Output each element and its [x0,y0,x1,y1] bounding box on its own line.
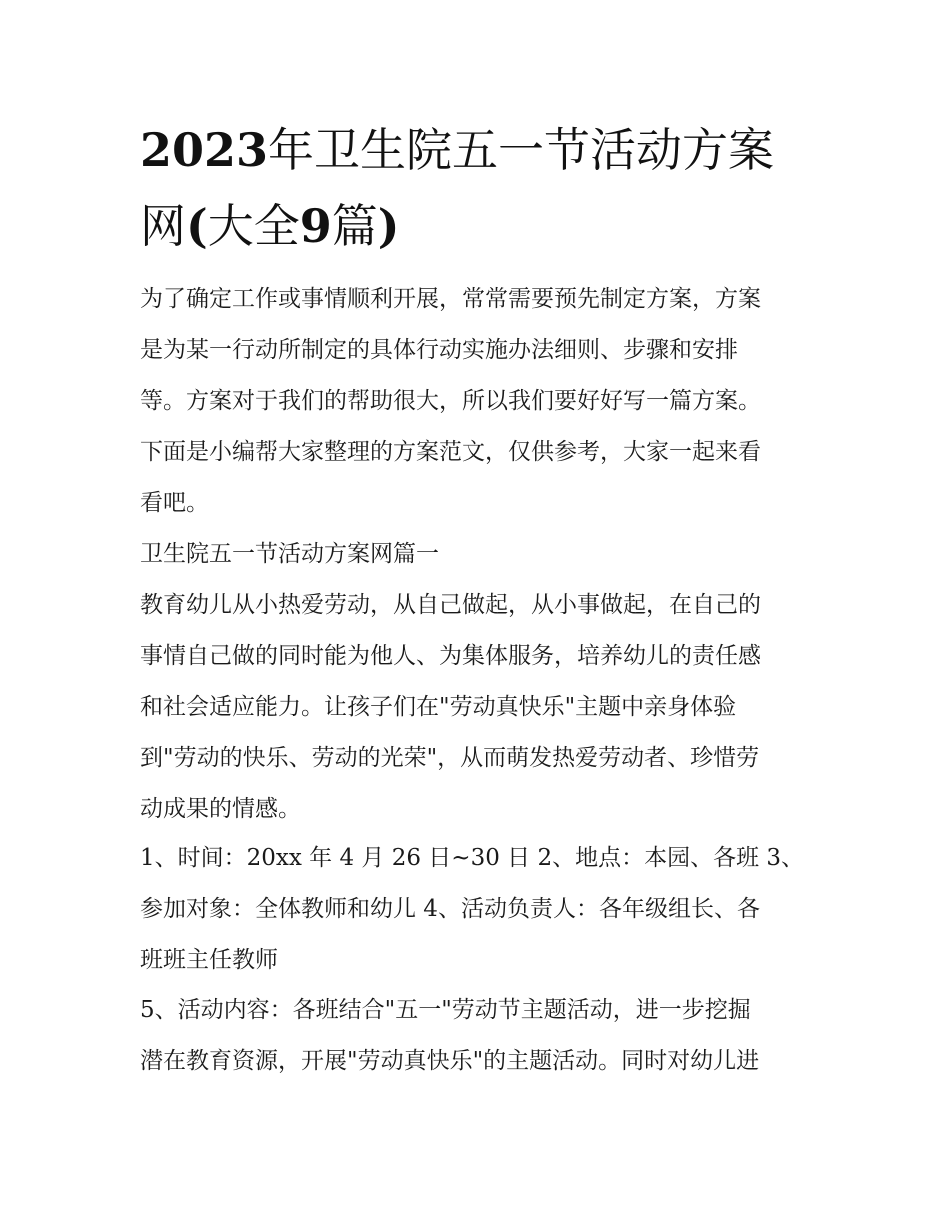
intro-paragraph [140,274,830,529]
paragraph-line: 是为某一行动所制定的具体行动实施办法细则、步骤和安排 [140,337,738,363]
content-paragraph [140,985,830,1087]
paragraph-line: 到"劳动的快乐、劳动的光荣"，从而萌发热爱劳动者、珍惜劳 [140,745,760,771]
title-line2-c: 篇 [331,199,378,253]
paragraph-line: 1、时间：20xx 年 4 月 26 日~30 日 2、地点：本园、各班 3、 [140,845,805,871]
schedule-paragraph [140,833,830,986]
title-year: 2023 [140,123,269,177]
title-line2-a: 网 [140,199,186,253]
paragraph-line: 班班主任教师 [140,947,278,973]
paragraph-line: 等。方案对于我们的帮助很大，所以我们要好好写一篇方案。 [140,388,761,414]
paragraph-line: 看吧。 [140,490,209,516]
paragraph-line: 潜在教育资源，开展"劳动真快乐"的主题活动。同时对幼儿进 [140,1048,760,1074]
title-paren-close: ) [377,199,400,253]
title-line1-text: 年卫生院五一节活动方案 [268,123,775,177]
paragraph-line: 事情自己做的同时能为他人、为集体服务，培养幼儿的责任感 [140,643,761,669]
document-title [140,112,820,264]
section-heading-text: 卫生院五一节活动方案网篇一 [140,541,439,567]
paragraph-line: 动成果的情感。 [140,796,301,822]
goal-paragraph [140,580,830,835]
section-heading [140,529,830,580]
title-line2-b: 大全 [207,199,300,253]
paragraph-line: 和社会适应能力。让孩子们在"劳动真快乐"主题中亲身体验 [140,694,737,720]
paragraph-line: 下面是小编帮大家整理的方案范文，仅供参考，大家一起来看 [140,439,761,465]
paragraph-line: 参加对象：全体教师和幼儿 4、活动负责人：各年级组长、各 [140,896,760,922]
paragraph-line: 教育幼儿从小热爱劳动，从自己做起，从小事做起，在自己的 [140,592,761,618]
title-number: 9 [299,199,332,253]
paragraph-line: 5、活动内容：各班结合"五一"劳动节主题活动，进一步挖掘 [140,997,751,1023]
paragraph-line: 为了确定工作或事情顺利开展，常常需要预先制定方案，方案 [140,286,761,312]
title-paren-open: ( [186,199,208,253]
